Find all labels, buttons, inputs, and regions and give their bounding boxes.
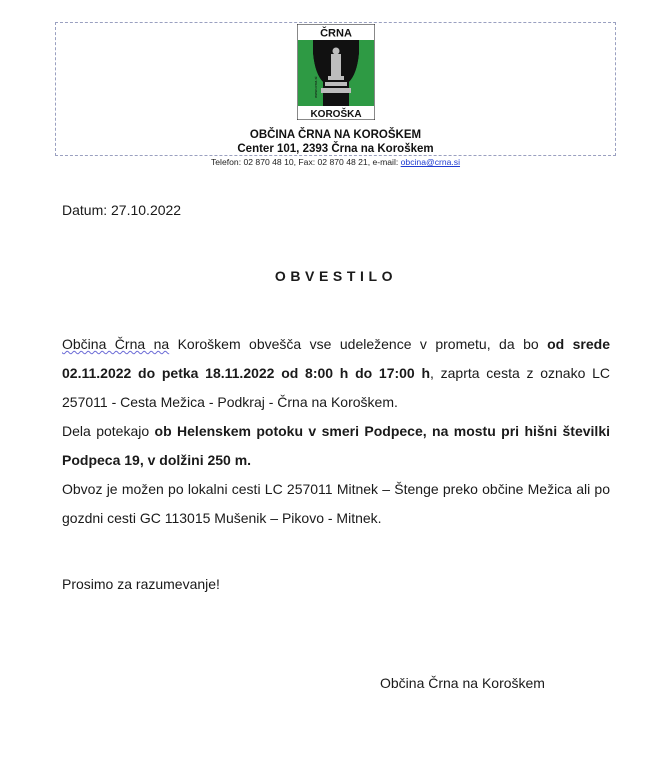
signature: Občina Črna na Koroškem (380, 675, 545, 691)
paragraph-location (62, 417, 610, 475)
text-span: Dela potekajo (62, 423, 155, 439)
document-body (62, 330, 610, 533)
text-span: , zaprta cesta z oznako LC 257011 - Cesta Mežica - Podkraj - Črna na Koroškem. (62, 365, 610, 410)
org-name: OBČINA ČRNA NA KOROŠKEM (249, 129, 422, 141)
contact-phone-fax: Telefon: 02 870 48 10, Fax: 02 870 48 21, e-mail: (210, 157, 401, 167)
contact-line (55, 157, 616, 167)
spellcheck-underlined-text: Občina Črna na (62, 336, 170, 352)
logo-bottom-text: KOROŠKA (310, 109, 362, 120)
paragraph-detour: Obvoz je možen po lokalni cesti LC 257011 Mitnek – Štenge preko občine Mežica ali po gozdni cesti GC 113015 Mušenik – Pikovo - Mitnek. (62, 481, 610, 526)
text-span: Koroškem obvešča vse udeležence v prometu, da bo (169, 336, 548, 352)
closure-dates: od srede 02.11.2022 do petka 18.11.2022 od 8:00 h do 17:00 h (62, 336, 610, 381)
org-address: Center 101, 2393 Črna na Koroškem (237, 143, 434, 155)
document-date: Datum: 27.10.2022 (62, 202, 182, 218)
logo-top-text: ČRNA (320, 27, 352, 40)
paragraph-announcement (62, 330, 610, 417)
municipality-logo (297, 24, 375, 120)
logo-side-text: www.crna.si (313, 76, 318, 98)
work-location: ob Helenskem potoku v smeri Podpece, na mostu pri hišni številki Podpeca 19, v dolžini 250 m. (62, 423, 610, 468)
email-link[interactable]: obcina@crna.si (400, 157, 461, 167)
document-title: OBVESTILO (274, 268, 398, 284)
closing-line: Prosimo za razumevanje! (62, 576, 220, 592)
